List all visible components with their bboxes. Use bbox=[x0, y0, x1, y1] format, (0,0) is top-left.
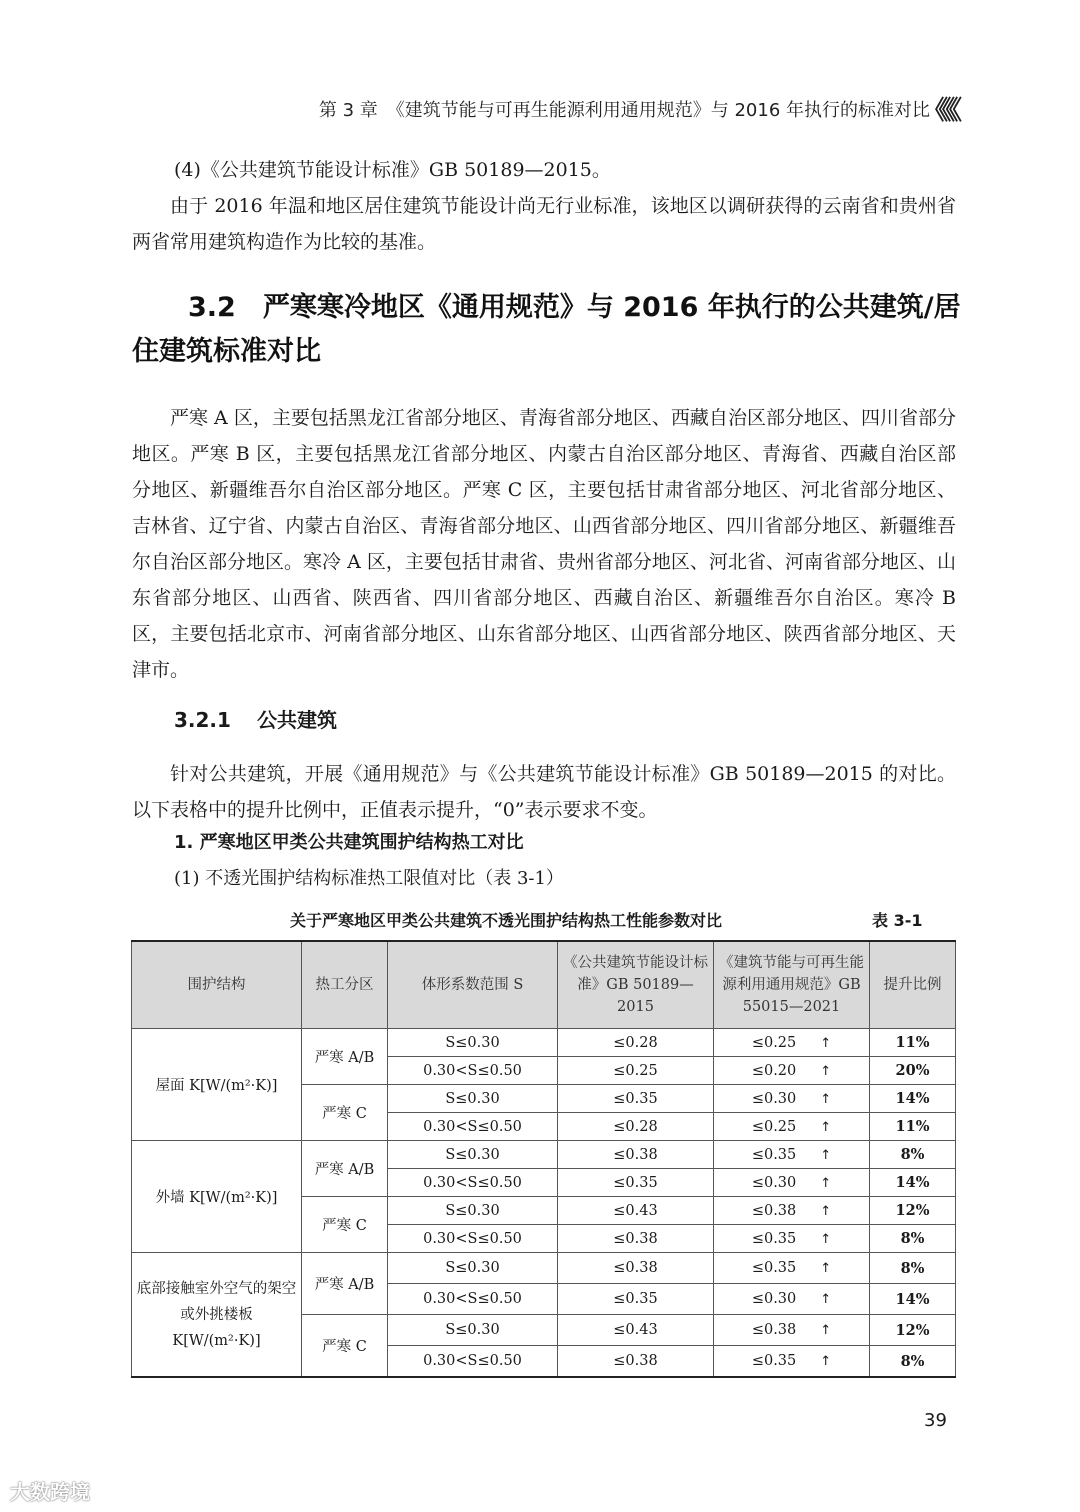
old-value-cell: ≤0.35 bbox=[558, 1085, 714, 1113]
new-value-cell bbox=[714, 1169, 870, 1197]
old-value-cell: ≤0.43 bbox=[558, 1315, 714, 1346]
running-header: 第 3 章 《建筑节能与可再生能源利用通用规范》与 2016 年执行的标准对比 bbox=[318, 100, 930, 121]
improvement-cell: 20% bbox=[870, 1057, 956, 1085]
range-cell: 0.30<S≤0.50 bbox=[388, 1225, 558, 1253]
new-value: ≤0.35 bbox=[751, 1353, 797, 1369]
improvement-cell: 8% bbox=[870, 1141, 956, 1169]
table-caption-text: 关于严寒地区甲类公共建筑不透光围护结构热工性能参数对比 bbox=[290, 911, 723, 930]
new-value: ≤0.35 bbox=[751, 1260, 797, 1276]
improvement-cell: 11% bbox=[870, 1113, 956, 1141]
old-value-cell: ≤0.28 bbox=[558, 1029, 714, 1057]
new-value: ≤0.30 bbox=[751, 1291, 797, 1307]
table-header-row bbox=[132, 941, 956, 1029]
old-value-cell: ≤0.35 bbox=[558, 1169, 714, 1197]
new-value: ≤0.25 bbox=[751, 1118, 797, 1135]
header-gb50189: 《公共建筑节能设计标准》GB 50189—2015 bbox=[558, 941, 714, 1029]
chevron-ornament-icon: 《《《 bbox=[922, 96, 957, 126]
zone-cell: 严寒 A/B bbox=[302, 1253, 388, 1315]
up-arrow-icon: ↑ bbox=[820, 1354, 832, 1369]
new-value: ≤0.30 bbox=[751, 1090, 797, 1107]
range-cell: 0.30<S≤0.50 bbox=[388, 1284, 558, 1315]
header-gb55015: 《建筑节能与可再生能源利用通用规范》GB 55015—2021 bbox=[714, 941, 870, 1029]
new-value-cell bbox=[714, 1057, 870, 1085]
new-value: ≤0.30 bbox=[751, 1174, 797, 1191]
subsection-heading bbox=[174, 704, 337, 733]
new-value-cell bbox=[714, 1253, 870, 1284]
up-arrow-icon: ↑ bbox=[820, 1323, 832, 1338]
new-value-cell bbox=[714, 1346, 870, 1378]
new-value: ≤0.20 bbox=[751, 1062, 797, 1079]
up-arrow-icon: ↑ bbox=[820, 1261, 832, 1276]
range-cell: 0.30<S≤0.50 bbox=[388, 1113, 558, 1141]
up-arrow-icon: ↑ bbox=[820, 1119, 832, 1135]
range-cell: S≤0.30 bbox=[388, 1141, 558, 1169]
zone-cell: 严寒 A/B bbox=[302, 1029, 388, 1085]
old-value-cell: ≤0.35 bbox=[558, 1284, 714, 1315]
intro-note: 由于 2016 年温和地区居住建筑节能设计尚无行业标准，该地区以调研获得的云南省和贵州省两省常用建筑构造作为比较的基准。 bbox=[132, 195, 956, 253]
structure-cell: 底部接触室外空气的架空或外挑楼板 K[W/(m²·K)] bbox=[132, 1253, 302, 1378]
improvement-cell: 12% bbox=[870, 1197, 956, 1225]
up-arrow-icon: ↑ bbox=[820, 1147, 832, 1163]
old-value-cell: ≤0.28 bbox=[558, 1113, 714, 1141]
table-row bbox=[132, 1029, 956, 1057]
new-value: ≤0.38 bbox=[751, 1202, 797, 1219]
new-value-cell bbox=[714, 1029, 870, 1057]
new-value: ≤0.38 bbox=[751, 1322, 797, 1338]
improvement-cell: 11% bbox=[870, 1029, 956, 1057]
new-value-cell bbox=[714, 1113, 870, 1141]
new-value-cell bbox=[714, 1085, 870, 1113]
range-cell: 0.30<S≤0.50 bbox=[388, 1169, 558, 1197]
new-value-cell bbox=[714, 1141, 870, 1169]
old-value-cell: ≤0.43 bbox=[558, 1197, 714, 1225]
heading-level-2: (1) 不透光围护结构标准热工限值对比（表 3-1） bbox=[174, 868, 564, 889]
table-row bbox=[132, 1141, 956, 1169]
up-arrow-icon: ↑ bbox=[820, 1292, 832, 1307]
old-value-cell: ≤0.38 bbox=[558, 1141, 714, 1169]
range-cell: S≤0.30 bbox=[388, 1315, 558, 1346]
improvement-cell: 12% bbox=[870, 1315, 956, 1346]
watermark: 大数跨境 bbox=[10, 1480, 90, 1504]
old-value-cell: ≤0.38 bbox=[558, 1253, 714, 1284]
header-improvement: 提升比例 bbox=[870, 941, 956, 1029]
up-arrow-icon: ↑ bbox=[820, 1203, 832, 1219]
new-value: ≤0.35 bbox=[751, 1230, 797, 1247]
improvement-cell: 14% bbox=[870, 1085, 956, 1113]
new-value-cell bbox=[714, 1225, 870, 1253]
subsection-title: 公共建筑 bbox=[256, 708, 337, 732]
new-value-cell bbox=[714, 1197, 870, 1225]
zone-cell: 严寒 A/B bbox=[302, 1141, 388, 1197]
new-value-cell bbox=[714, 1284, 870, 1315]
up-arrow-icon: ↑ bbox=[820, 1091, 832, 1107]
up-arrow-icon: ↑ bbox=[820, 1035, 832, 1051]
zone-cell: 严寒 C bbox=[302, 1085, 388, 1141]
old-value-cell: ≤0.25 bbox=[558, 1057, 714, 1085]
section-paragraph: 严寒 A 区，主要包括黑龙江省部分地区、青海省部分地区、西藏自治区部分地区、四川省部分地区。严寒 B 区，主要包括黑龙江省部分地区、内蒙古自治区部分地区、青海省、西藏自治区部分地区、新疆维吾尔自治区部分地区。严寒 C 区，主要包括甘肃省部分地区、河北省部分地区、吉林省、辽宁省、内蒙古自治区、青海省部分地区、山西省部分地区、四川省部分地区、新疆维吾尔自治区部分地区。寒冷 A 区，主要包括甘肃省、贵州省部分地区、河北省、河南省部分地区、山东省部分地区、山西省、陕西省、四川省部分地区、西藏自治区、新疆维吾尔自治区。寒冷 B 区，主要包括北京市、河南省部分地区、山东省部分地区、山西省部分地区、陕西省部分地区、天津市。 bbox=[132, 407, 956, 681]
reference-item-4: (4)《公共建筑节能设计标准》GB 50189—2015。 bbox=[174, 159, 611, 181]
improvement-cell: 14% bbox=[870, 1169, 956, 1197]
up-arrow-icon: ↑ bbox=[820, 1175, 832, 1191]
improvement-cell: 14% bbox=[870, 1284, 956, 1315]
header-zone: 热工分区 bbox=[302, 941, 388, 1029]
header-structure: 围护结构 bbox=[132, 941, 302, 1029]
old-value-cell: ≤0.38 bbox=[558, 1346, 714, 1378]
header-shape-coefficient: 体形系数范围 S bbox=[388, 941, 558, 1029]
range-cell: 0.30<S≤0.50 bbox=[388, 1346, 558, 1378]
improvement-cell: 8% bbox=[870, 1253, 956, 1284]
subsection-paragraph: 针对公共建筑，开展《通用规范》与《公共建筑节能设计标准》GB 50189—2015 的对比。以下表格中的提升比例中，正值表示提升，“0”表示要求不变。 bbox=[132, 763, 956, 821]
new-value-cell bbox=[714, 1315, 870, 1346]
range-cell: S≤0.30 bbox=[388, 1085, 558, 1113]
range-cell: S≤0.30 bbox=[388, 1197, 558, 1225]
zone-cell: 严寒 C bbox=[302, 1315, 388, 1378]
new-value: ≤0.35 bbox=[751, 1146, 797, 1163]
up-arrow-icon: ↑ bbox=[820, 1231, 832, 1247]
improvement-cell: 8% bbox=[870, 1225, 956, 1253]
section-title: 3.2 严寒寒冷地区《通用规范》与 2016 年执行的公共建筑/居住建筑标准对比 bbox=[132, 292, 961, 367]
comparison-table bbox=[131, 940, 956, 1378]
subsection-number: 3.2.1 bbox=[174, 708, 231, 732]
table-row bbox=[132, 1253, 956, 1284]
range-cell: S≤0.30 bbox=[388, 1253, 558, 1284]
new-value: ≤0.25 bbox=[751, 1034, 797, 1051]
old-value-cell: ≤0.38 bbox=[558, 1225, 714, 1253]
table-caption bbox=[290, 908, 930, 931]
zone-cell: 严寒 C bbox=[302, 1197, 388, 1253]
structure-cell: 外墙 K[W/(m²·K)] bbox=[132, 1141, 302, 1253]
structure-cell: 屋面 K[W/(m²·K)] bbox=[132, 1029, 302, 1141]
table-number: 表 3-1 bbox=[872, 911, 923, 930]
up-arrow-icon: ↑ bbox=[820, 1063, 832, 1079]
heading-level-1: 1. 严寒地区甲类公共建筑围护结构热工对比 bbox=[174, 832, 524, 853]
range-cell: S≤0.30 bbox=[388, 1029, 558, 1057]
page-number: 39 bbox=[924, 1410, 947, 1431]
range-cell: 0.30<S≤0.50 bbox=[388, 1057, 558, 1085]
improvement-cell: 8% bbox=[870, 1346, 956, 1378]
